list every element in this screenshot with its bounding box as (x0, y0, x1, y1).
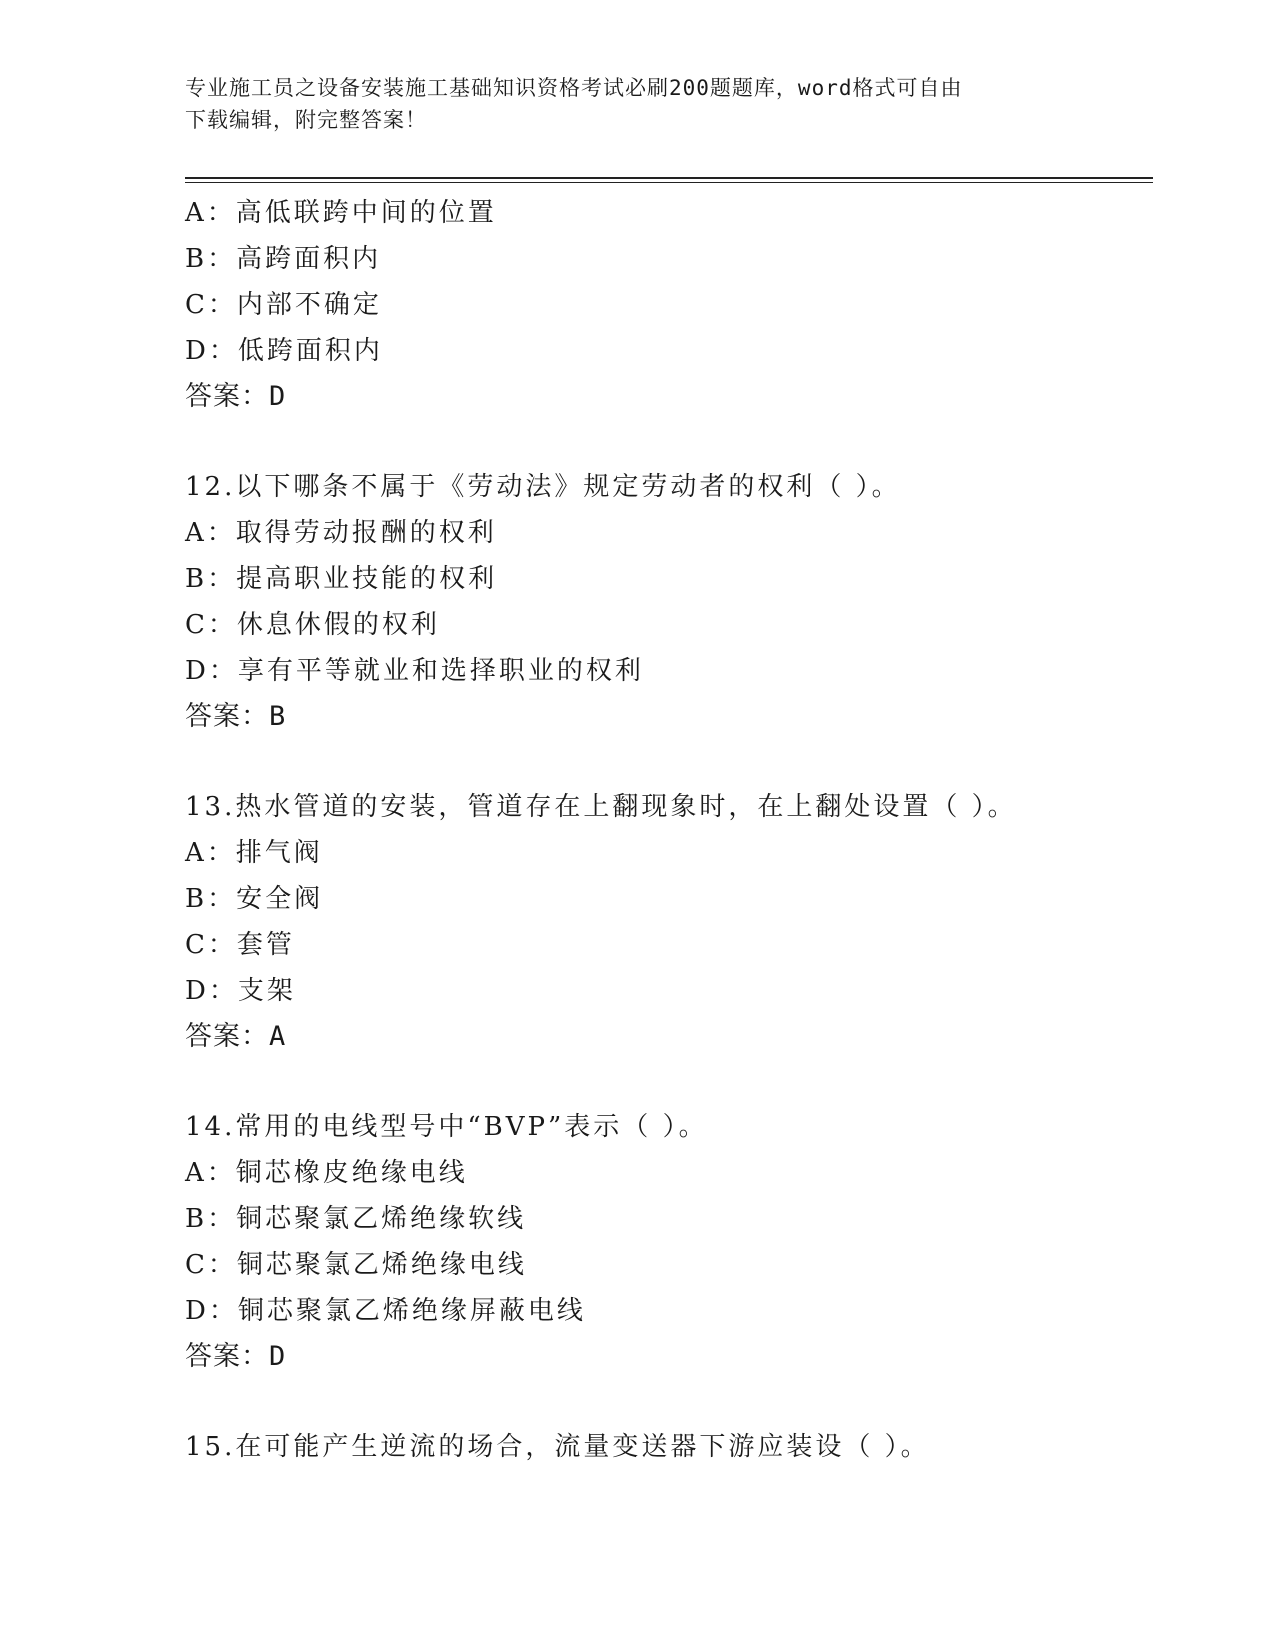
option-a: A：铜芯橡皮绝缘电线 (185, 1158, 468, 1188)
option-d: D：低跨面积内 (185, 336, 383, 366)
option-b: B：高跨面积内 (185, 244, 382, 274)
option-c: C：套管 (185, 930, 295, 960)
answer-line: 答案：B (185, 701, 287, 732)
header-rule-thick (185, 177, 1153, 179)
option-d: D：支架 (185, 976, 296, 1006)
question-list (185, 190, 1145, 1470)
question-text: 14.常用的电线型号中“BVP”表示（ ）。 (185, 1112, 708, 1142)
question-13 (185, 784, 1145, 1060)
option-c: C：休息休假的权利 (185, 610, 440, 640)
header-rule-thin (185, 182, 1153, 183)
option-d: D：铜芯聚氯乙烯绝缘屏蔽电线 (185, 1296, 586, 1326)
question-12 (185, 464, 1145, 740)
option-b: B：铜芯聚氯乙烯绝缘软线 (185, 1204, 527, 1234)
question-14 (185, 1104, 1145, 1380)
header-line-1: 专业施工员之设备安装施工基础知识资格考试必刷200题题库，word格式可自由 (185, 76, 963, 100)
answer-line: 答案：A (185, 1021, 287, 1052)
answer-line: 答案：D (185, 381, 287, 412)
header-line-2: 下载编辑，附完整答案！ (185, 108, 427, 132)
question-text: 12.以下哪条不属于《劳动法》规定劳动者的权利（ ）。 (185, 472, 901, 502)
option-a: A：高低联跨中间的位置 (185, 198, 497, 228)
option-c: C：铜芯聚氯乙烯绝缘电线 (185, 1250, 527, 1280)
option-a: A：排气阀 (185, 838, 323, 868)
option-a: A：取得劳动报酬的权利 (185, 518, 497, 548)
question-text: 15.在可能产生逆流的场合，流量变送器下游应装设（ ）。 (185, 1432, 930, 1462)
question-15 (185, 1424, 1145, 1470)
question-11 (185, 190, 1145, 420)
document-header (185, 72, 1065, 136)
option-b: B：安全阀 (185, 884, 324, 914)
answer-line: 答案：D (185, 1341, 287, 1372)
option-d: D：享有平等就业和选择职业的权利 (185, 656, 644, 686)
option-b: B：提高职业技能的权利 (185, 564, 498, 594)
question-text: 13.热水管道的安装，管道存在上翻现象时，在上翻处设置（ ）。 (185, 792, 1017, 822)
option-c: C：内部不确定 (185, 290, 382, 320)
